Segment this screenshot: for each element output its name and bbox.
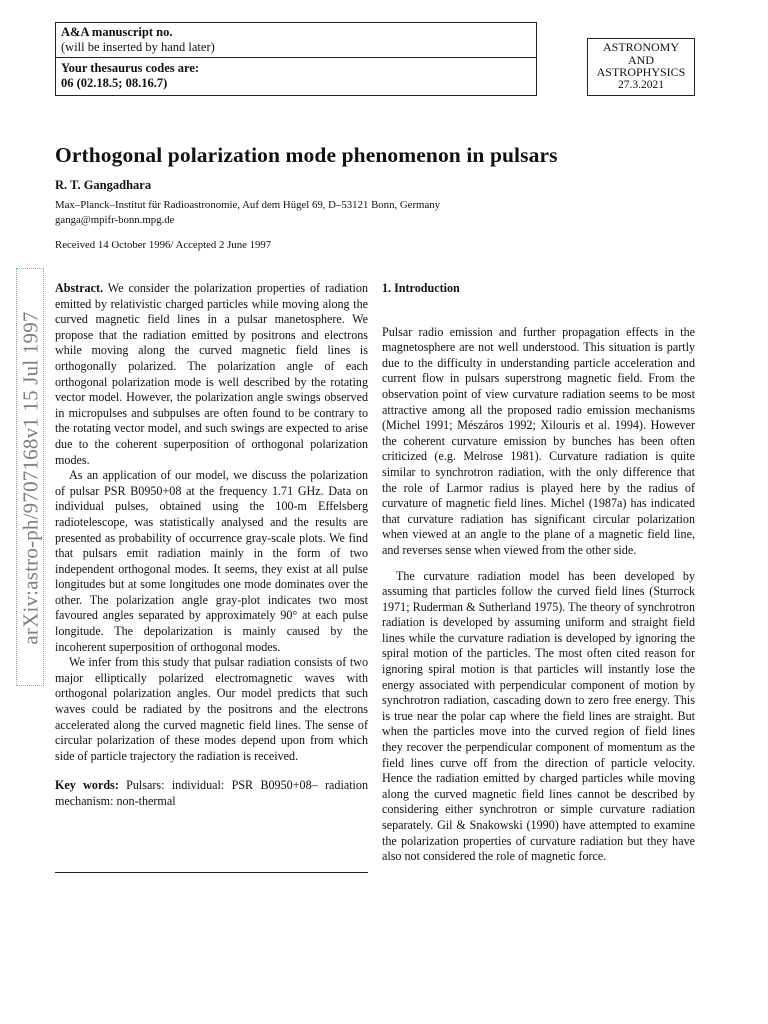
thesaurus-codes: 06 (02.18.5; 08.16.7) (61, 76, 168, 90)
manuscript-note: (will be inserted by hand later) (61, 40, 215, 54)
received-dates: Received 14 October 1996/ Accepted 2 June 1997 (55, 239, 272, 251)
paper-title: Orthogonal polarization mode phenomenon in pulsars (55, 143, 558, 167)
journal-line-2: AND (628, 52, 654, 67)
journal-line-1: ASTRONOMY (602, 40, 679, 54)
section-heading-introduction: 1. Introduction (382, 281, 460, 295)
intro-paragraph-2: The curvature radiation model has been developed by assuming that particles follow the curved field lines (Sturrock 1971; Ruderman & Sutherland 1975). The theory of synchrotron radiation is developed by assuming uniform and straight field lines while the curvature radiation is developed by ignoring the spiral motion of the particles. The most often cited reason for ignoring spiral motion is that particles will instantly lose the energy associated with perpendicular component of motion by synchrotron radiation, cascading down to zero free energy. This is true near the polar cap where the field lines are straight. But when the particles move into the curved region of field lines they recover the perpendicular component of momentum as the field lines curve off from the direction of particle velocity. Hence the radiation emitted by charged particles while moving along the curved magnetic field lines cannot be described by considering either synchrotron or simple curvature radiation separately. Gil & Snakowski (1990) have attempted to examine the polarization properties of curvature radiation but they have also not considered the role of magnetic force. (382, 568, 695, 864)
abstract-paragraph-1 (55, 281, 368, 468)
journal-date: 27.3.2021 (618, 78, 664, 91)
arxiv-identifier[interactable]: arXiv:astro-ph/9707168v1 15 Jul 1997 (18, 311, 43, 645)
abstract-paragraph-2: As an application of our model, we discuss the polarization of pulsar PSR B0950+08 at the frequency 1.71 GHz. Data on individual pulses, obtained using the 100-m Effelsberg radiotelescope, was statistically analysed and the results are presented as probability of occurrence gray-scale plots. We find that pulsars emit radiation mainly in the form of two independent orthogonal modes. It seems, they exist at all pulse longitudes but at some longitudes one mode dominates over the other. The polarization angle gray-plot indicates two most favoured angles separated by approximately 90° at each pulse longitude. The depolarization is mainly caused by the incoherent superposition of orthogonal modes. (55, 468, 368, 654)
email: ganga@mpifr-bonn.mpg.de (55, 214, 175, 226)
manuscript-divider (56, 57, 536, 58)
journal-box (587, 38, 695, 96)
arxiv-stamp[interactable] (16, 268, 44, 686)
footnote-rule (55, 872, 368, 873)
introduction-column (382, 281, 695, 865)
abstract-paragraph-3: We infer from this study that pulsar radiation consists of two major elliptically polarized electromagnetic waves with orthogonal polarization angles. Our model predicts that such waves could be radiated by the positrons and the electrons accelerated along the curved magnetic field lines. The sense of circular polarization of these modes depend upon from which side of particle trajectory the radiation is received. (55, 655, 368, 763)
intro-paragraph-1: Pulsar radio emission and further propagation effects in the magnetosphere are not well understood. This situation is partly due to the difficulty in understanding particle acceleration and current flow in pulsars superstrong magnetic field. From the observation point of view curvature radiation seems to be most attractive among all the proposed radio emission mechanisms (Michel 1991; Mészáros 1992; Xilouris et al. 1994). However the coherent curvature emission by bunches has been often criticized (e.g. Melrose 1981). Curvature radiation is quite similar to synchrotron radiation, with the only difference that the role of Larmor radius is played here by the radius of curvature of magnetic field lines. Michel (1987a) has indicated that curvature radiation has significant circular polarization when viewed at an angle to the plane of a magnetic field line, and reverses sense when viewed from the other side. (382, 324, 695, 557)
abstract-text-1: We consider the polarization properties of radiation emitted by relativistic charged particles while moving along the curved magnetic field lines in a pulsar manetosphere. We propose that the radiation emitted by positrons and electrons while moving along the curved magnetic field lines is orthogonally polarized. The polarization angle of each orthogonal polarization mode is well described by the rotating vector model. However, the polarization angle swings observed in micropulses and subpulses are often found to be contrary to the rotating vector model, and such swings are expected to arise due to the coherent superposition of orthogonal polarization modes. (55, 281, 368, 467)
journal-line-3: ASTROPHYSICS (596, 65, 686, 80)
thesaurus-label: Your thesaurus codes are: (61, 61, 200, 75)
manuscript-box (55, 22, 537, 96)
author-affiliation-block (55, 198, 440, 228)
paper-author: R. T. Gangadhara (55, 178, 152, 192)
abstract-column (55, 281, 368, 810)
keywords-text: Pulsars: individual: PSR B0950+08– radiation mechanism: non-thermal (55, 778, 369, 808)
keywords (55, 778, 368, 809)
affiliation: Max–Planck–Institut für Radioastronomie, Auf dem Hügel 69, D–53121 Bonn, Germany (55, 199, 441, 211)
keywords-label: Key words: (55, 778, 119, 793)
manuscript-title: A&A manuscript no. (61, 25, 173, 39)
abstract-label: Abstract. (55, 281, 104, 295)
